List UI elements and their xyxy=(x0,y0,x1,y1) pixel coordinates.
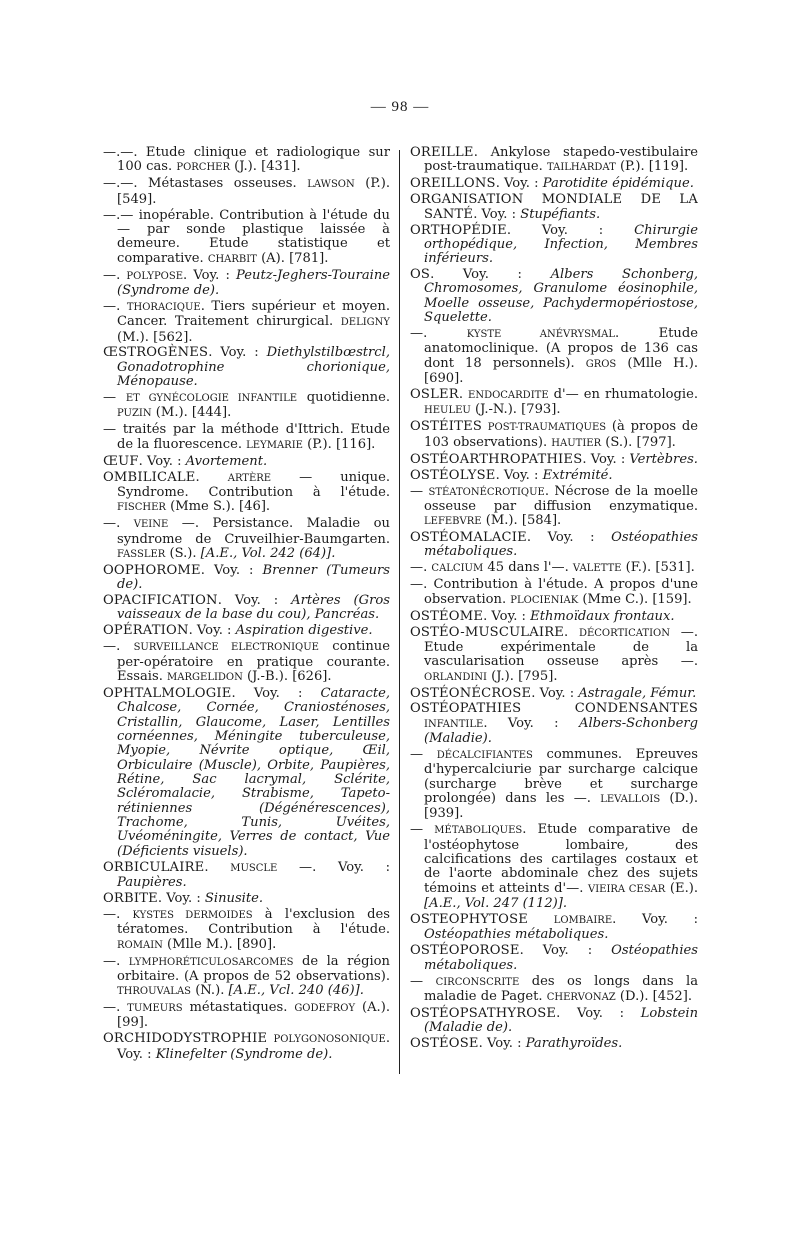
index-entry xyxy=(410,578,698,608)
entry-headword: OREILLONS xyxy=(410,176,496,192)
entry-cross-reference: Vertèbres. xyxy=(629,451,698,467)
entry-text: — xyxy=(103,390,126,406)
entry-smallcaps-term: GODEFROY xyxy=(294,1003,356,1015)
entry-smallcaps-term: CIRCONSCRITE xyxy=(435,976,520,988)
entry-cross-reference: Albers-Schonberg (Maladie). xyxy=(424,715,698,747)
entry-text: (Mme C.). [159]. xyxy=(578,591,692,607)
entry-text: —. xyxy=(103,298,127,314)
entry-cross-reference: Ostéopathies métaboliques. xyxy=(424,927,609,943)
entry-text: . Tiers supérieur et moyen. Cancer. Traitement chirurgical. xyxy=(117,298,390,330)
entry-smallcaps-term: ROMAIN xyxy=(117,939,163,951)
entry-text: 45 dans l'—. xyxy=(483,560,573,576)
entry-smallcaps-term: DÉCALCIFIANTES xyxy=(436,750,533,762)
column-divider xyxy=(399,150,400,1074)
entry-smallcaps-term: CHERVONAZ xyxy=(546,991,616,1003)
entry-text: . Voy. : xyxy=(157,890,205,906)
entry-cross-reference: Stupéfiants. xyxy=(520,206,601,222)
entry-text: —. xyxy=(410,560,432,576)
entry-text: . xyxy=(195,469,228,485)
entry-text: . Voy. : xyxy=(495,176,543,192)
entry-headword: ŒSTROGÈNES xyxy=(103,345,209,361)
entry-text: — xyxy=(410,822,435,838)
entry-text xyxy=(528,912,554,927)
entry-smallcaps-term: VEINE xyxy=(133,519,169,531)
entry-smallcaps-term: MÉTABOLIQUES xyxy=(434,825,523,837)
entry-headword: ORBICULAIRE xyxy=(103,859,205,875)
entry-headword: OSLER xyxy=(410,387,459,403)
entry-text: —. Contribution à l'étude. A propos d'une observation. xyxy=(410,577,698,607)
index-entry xyxy=(103,640,390,685)
entry-text: . Voy. : xyxy=(430,267,551,283)
entry-text: . Nécrose de la moelle osseuse par diffusion enzymatique. xyxy=(424,483,698,514)
entry-text: (P.). [549]. xyxy=(117,176,390,207)
index-entry xyxy=(410,823,698,911)
entry-headword: OMBILICALE xyxy=(103,469,196,485)
index-entry xyxy=(410,193,698,222)
entry-headword: OPHTALMOLOGIE xyxy=(103,685,232,701)
entry-text: —. xyxy=(103,1000,128,1016)
entry-text: — xyxy=(410,747,437,763)
right-column xyxy=(410,146,698,1053)
entry-text: (S.). xyxy=(165,545,201,561)
entry-smallcaps-term: KYSTE ANÉVRYSMAL xyxy=(466,329,616,341)
entry-headword: OREILLE xyxy=(410,145,474,160)
index-entry xyxy=(410,453,698,467)
entry-smallcaps-term: CHARBIT xyxy=(207,253,257,265)
entry-smallcaps-term: LEYMARIE xyxy=(246,439,303,451)
left-column xyxy=(103,146,390,1064)
index-entry xyxy=(103,624,390,638)
index-entry xyxy=(103,269,390,299)
entry-text: (J.-B.). [626]. xyxy=(242,669,332,684)
entry-text: (E.). xyxy=(665,880,699,896)
entry-text: . Voy. : xyxy=(200,562,263,578)
entry-text: . Voy. : xyxy=(519,943,612,959)
entry-smallcaps-term: FASSLER xyxy=(117,548,166,560)
entry-text: (J.). [431]. xyxy=(230,159,301,175)
entry-smallcaps-term: FISCHER xyxy=(117,502,166,514)
entry-smallcaps-term: ENDOCARDITE xyxy=(468,390,549,402)
entry-smallcaps-term: THROUVALAS xyxy=(117,986,192,998)
entry-smallcaps-term: LEVALLOIS xyxy=(600,794,661,806)
entry-text: — xyxy=(410,483,429,499)
entry-smallcaps-term: LEFEBVRE xyxy=(424,516,482,528)
index-entry xyxy=(103,300,390,345)
entry-headword: OSTÉITES xyxy=(410,419,483,435)
entry-smallcaps-term: INFANTILE xyxy=(424,718,484,730)
index-entry xyxy=(103,471,390,516)
entry-text: de la région orbitaire. (A propos de 52 observations). xyxy=(117,953,390,984)
entry-cross-reference: Diethylstilbœstrcl, Gonadotrophine chorionique, Ménopause. xyxy=(117,345,390,390)
entry-cross-reference: Extrémité. xyxy=(542,467,613,483)
entry-cross-reference: [A.E., Vcl. 240 (46)]. xyxy=(228,983,364,999)
entry-smallcaps-term: LOMBAIRE xyxy=(553,915,613,927)
entry-text: (M.). [444]. xyxy=(151,405,232,421)
entry-smallcaps-term: MUSCLE xyxy=(230,862,278,874)
index-entry xyxy=(410,687,698,701)
index-entry xyxy=(103,687,390,859)
entry-headword: OS xyxy=(410,267,431,283)
entry-smallcaps-term: HAUTIER xyxy=(551,437,602,449)
entry-text: —. xyxy=(103,267,127,283)
entry-cross-reference: Klinefelter (Syndrome de). xyxy=(155,1046,333,1062)
entry-text: (P.). [119]. xyxy=(615,159,689,175)
entry-smallcaps-term: HEULEU xyxy=(424,405,471,417)
entry-cross-reference: Lobstein (Maladie de). xyxy=(424,1005,698,1036)
entry-text: —. xyxy=(103,516,134,532)
entry-cross-reference: Cataracte, Chalcose, Cornée, Craniosténoses, Cristallin, Glaucome, Laser, Lentilles cornéennes, Méningite tuberculeuse, Myopie, Névrite optique, Œil, Orbiculaire (Muscle), Orbite, Paupières, Rétine, Sac lacrymal, Sclérite, Scléromalacie, Strabisme, Tapeto-rétiniennes (Dégénérescences), Trachome, Tunis, Uvéites, Uvéoméningite, Verres de contact, Vue (Déficients visuels). xyxy=(117,685,390,859)
entry-smallcaps-term: ARTÈRE xyxy=(227,472,272,484)
index-entry xyxy=(103,861,390,891)
entry-text: . Voy. : xyxy=(117,1031,390,1062)
index-entry xyxy=(410,224,698,267)
entry-text: des os longs dans la maladie de Paget. xyxy=(424,973,699,1004)
entry-smallcaps-term: GROS xyxy=(585,358,617,370)
entry-text: (M.). [584]. xyxy=(481,513,562,529)
index-entry xyxy=(103,892,390,906)
entry-headword: OPÉRATION xyxy=(103,623,189,639)
entry-text: . Voy. : xyxy=(612,912,698,928)
entry-text: . Etude comparative de l'ostéophytose lombaire, des calcifications des cartilages costaux et de l'aorte abdominale chez des sujets témoins et atteints d'—. xyxy=(424,822,698,896)
index-entry xyxy=(103,564,390,593)
entry-smallcaps-term: ORLANDINI xyxy=(424,671,488,683)
entry-cross-reference: Parathyroïdes. xyxy=(525,1036,623,1052)
entry-smallcaps-term: POLYGONOSONIQUE xyxy=(273,1034,386,1046)
entry-text: —. xyxy=(410,326,467,342)
entry-cross-reference: Parotidite épidémique. xyxy=(542,176,694,192)
index-entry xyxy=(103,517,390,562)
index-entry xyxy=(410,748,698,822)
entry-text: (Mlle H.). [690]. xyxy=(424,355,698,387)
index-entry xyxy=(103,908,390,953)
entry-headword: OSTÉONÉCROSE xyxy=(410,685,532,701)
index-entry xyxy=(103,346,390,389)
entry-cross-reference: Paupières. xyxy=(117,875,187,890)
entry-smallcaps-term: ET GYNÉCOLOGIE INFANTILE xyxy=(125,393,298,405)
entry-text: . Voy. : xyxy=(582,451,630,467)
entry-headword: OOPHOROME xyxy=(103,562,201,578)
entry-cross-reference: Brenner (Tumeurs de). xyxy=(117,562,390,593)
index-entry xyxy=(410,420,698,451)
entry-text: . xyxy=(458,387,469,403)
entry-text: . Voy. : xyxy=(217,593,292,609)
entry-cross-reference: Peutz-Jeghers-Touraine (Syndrome de). xyxy=(117,267,390,298)
entry-headword: OSTÉO-MUSCULAIRE xyxy=(410,624,565,640)
entry-text: —. xyxy=(103,953,129,969)
entry-text: . Voy. : xyxy=(478,1036,526,1052)
entry-text: . xyxy=(564,624,579,640)
entry-text: . Voy. : xyxy=(183,267,237,283)
entry-cross-reference: Ethmoïdaux frontaux. xyxy=(530,608,675,624)
index-entry xyxy=(410,177,698,191)
entry-headword: ŒUF xyxy=(103,453,139,469)
entry-smallcaps-term: TAILHARDAT xyxy=(547,162,616,174)
index-entry xyxy=(103,594,390,623)
entry-text: métastatiques. xyxy=(182,1000,295,1016)
entry-text: —. xyxy=(103,639,134,655)
index-entry xyxy=(410,626,698,685)
index-entry xyxy=(410,485,698,530)
entry-smallcaps-term: TUMEURS xyxy=(127,1003,183,1015)
index-entry xyxy=(410,1007,698,1036)
entry-headword: OSTÉOME xyxy=(410,608,484,624)
index-entry xyxy=(103,955,390,1000)
entry-smallcaps-term: CALCIUM xyxy=(431,563,484,575)
index-entry xyxy=(103,391,390,422)
index-entry xyxy=(103,1001,390,1031)
entry-cross-reference: Artères (Gros vaisseaux de la base du cou), Pancréas. xyxy=(117,593,390,623)
entry-text: d'— en rhumatologie. xyxy=(548,387,698,403)
index-entry xyxy=(410,913,698,943)
entry-text: . Voy. : xyxy=(506,222,635,238)
entry-text: —.—. Etude clinique et radiologique sur 100 cas. xyxy=(103,145,390,175)
entry-text: . Voy. : xyxy=(531,685,579,701)
index-entry xyxy=(103,423,390,453)
entry-text: . Voy. : xyxy=(495,467,543,483)
index-entry xyxy=(103,146,390,176)
entry-smallcaps-term: VIEIRA CESAR xyxy=(587,883,666,895)
entry-cross-reference: [A.E., Vol. 247 (112)]. xyxy=(424,896,568,912)
entry-smallcaps-term: THORACIQUE xyxy=(126,301,201,313)
entry-text: . Voy. : xyxy=(188,623,236,639)
entry-smallcaps-term: POLYPOSE xyxy=(126,270,184,282)
entry-cross-reference: Albers Schonberg, Chromosomes, Granulome éosinophile, Moelle osseuse, Pachydermopériostose, Squelette. xyxy=(424,267,698,326)
entry-text: communes. Epreuves d'hypercalciurie par surcharge calcique (surcharge brève et surcharge prolongée) dans les —. xyxy=(424,747,698,807)
index-entry xyxy=(410,702,698,746)
entry-text: (A.). [99]. xyxy=(117,1000,390,1031)
entry-text: . Voy. : xyxy=(231,685,321,701)
entry-smallcaps-term: LAWSON xyxy=(307,179,355,191)
entry-text: . Voy. : xyxy=(483,715,579,731)
index-entry xyxy=(103,455,390,469)
entry-cross-reference: Ostéopathies métaboliques. xyxy=(424,943,698,973)
entry-cross-reference: Astragale, Fémur. xyxy=(578,685,697,701)
entry-headword: ORBITE xyxy=(103,890,158,906)
entry-smallcaps-term: STÉATONÉCROTIQUE xyxy=(428,486,545,498)
entry-text: (D.). [452]. xyxy=(615,988,693,1004)
index-entry xyxy=(410,610,698,624)
entry-smallcaps-term: PORCHER xyxy=(176,162,231,174)
entry-text: . Voy. : xyxy=(556,1005,641,1021)
index-entry xyxy=(103,177,390,207)
entry-text: — unique. Syndrome. Contribution à l'étude. xyxy=(117,469,390,500)
entry-text: —. Etude expérimentale de la vascularisation osseuse après —. xyxy=(424,624,698,670)
entry-headword: OSTÉOARTHROPATHIES xyxy=(410,451,583,467)
entry-text: —. Voy. : xyxy=(277,859,390,875)
entry-headword: ORGANISATION MONDIALE DE LA SANTÉ xyxy=(410,192,698,222)
page-number: — 98 — xyxy=(370,99,430,115)
entry-headword: OSTÉOSE xyxy=(410,1036,479,1052)
entry-smallcaps-term: PUZIN xyxy=(117,408,152,420)
entry-text: (A). [781]. xyxy=(256,250,329,266)
index-entry xyxy=(410,1037,698,1051)
entry-text: . Voy. : xyxy=(483,608,531,624)
entry-text: . Etude anatomoclinique. (A propos de 136 cas dont 18 personnels). xyxy=(424,326,698,371)
entry-smallcaps-term: PLOCIENIAK xyxy=(510,594,579,606)
entry-text: continue per-opératoire en pratique courante. Essais. xyxy=(117,639,390,684)
entry-headword: ORCHIDODYSTROPHIE xyxy=(103,1031,268,1047)
entry-cross-reference: Sinusite. xyxy=(204,890,264,906)
entry-headword: OSTÉOPATHIES CONDENSANTES xyxy=(410,701,698,717)
entry-smallcaps-term: SURVEILLANCE ELECTRONIQUE xyxy=(133,642,319,654)
index-entry xyxy=(410,531,698,560)
entry-cross-reference: [A.E., Vol. 242 (64)]. xyxy=(200,545,336,561)
entry-smallcaps-term: VALETTE xyxy=(572,563,622,575)
entry-text: —.—. Métastases osseuses. xyxy=(103,176,308,192)
entry-smallcaps-term: POST-TRAUMATIQUES xyxy=(487,422,607,434)
entry-smallcaps-term: DÉCORTICATION xyxy=(578,627,670,639)
index-entry xyxy=(103,209,390,267)
entry-text: (S.). [797]. xyxy=(601,434,676,450)
entry-text: —.— inopérable. Contribution à l'étude du — par sonde plastique laissée à demeure. Etude statistique et comparative. xyxy=(103,207,390,266)
entry-text: (J.). [795]. xyxy=(487,668,558,684)
index-entry xyxy=(410,327,698,386)
entry-headword: OSTÉOPOROSE xyxy=(410,943,520,959)
entry-smallcaps-term: DELIGNY xyxy=(340,317,390,329)
index-entry xyxy=(410,469,698,483)
entry-text: — xyxy=(410,973,436,989)
entry-headword: OSTÉOPSATHYROSE xyxy=(410,1005,557,1021)
entry-headword: OSTÉOLYSE xyxy=(410,467,496,483)
entry-text: (à propos de 103 observations). xyxy=(424,419,698,450)
index-entry xyxy=(410,146,698,176)
entry-smallcaps-term: MARGELIDON xyxy=(167,672,243,683)
entry-text: — traités par la méthode d'Ittrich. Etude de la fluorescence. xyxy=(103,422,390,452)
entry-text: (M.). [562]. xyxy=(117,329,193,345)
index-entry xyxy=(103,1032,390,1062)
entry-cross-reference: Aspiration digestive. xyxy=(235,623,373,639)
entry-text: (N.). xyxy=(191,983,229,999)
index-entry xyxy=(410,268,698,325)
entry-smallcaps-term: LYMPHORÉTICULOSARCOMES xyxy=(128,956,294,968)
entry-text: quotidienne. xyxy=(297,390,390,406)
entry-text: (J.-N.). [793]. xyxy=(470,402,561,418)
entry-text: . Ankylose stapedo-vestibulaire post-traumatique. xyxy=(424,145,698,175)
entry-cross-reference: Ostéopathies métaboliques. xyxy=(424,530,698,560)
entry-cross-reference: Avortement. xyxy=(185,453,268,469)
entry-text: —. Persistance. Maladie ou syndrome de Cruveilhier-Baumgarten. xyxy=(117,516,390,547)
index-entry xyxy=(410,975,698,1006)
entry-headword: ORTHOPÉDIE xyxy=(410,222,507,238)
entry-text: à l'exclusion des tératomes. Contribution à l'étude. xyxy=(117,906,390,938)
entry-cross-reference: Chirurgie orthopédique, Infection, Membres inférieurs. xyxy=(424,222,698,267)
entry-text: —. xyxy=(103,906,133,922)
entry-text: . Voy. : xyxy=(208,345,267,361)
entry-text: . Voy. : xyxy=(473,206,521,222)
entry-headword: OSTEOPHYTOSE xyxy=(410,912,528,928)
entry-text: (D.). [939]. xyxy=(424,791,699,822)
entry-text: . Voy. : xyxy=(138,453,186,469)
entry-text: (Mlle M.). [890]. xyxy=(162,936,277,952)
index-entry xyxy=(410,944,698,973)
entry-text: (P.). [116]. xyxy=(302,436,376,452)
entry-headword: OPACIFICATION xyxy=(103,593,218,609)
entry-smallcaps-term: KYSTES DERMOIDES xyxy=(132,909,253,921)
index-entry xyxy=(410,561,698,576)
entry-text: . Voy. : xyxy=(526,530,612,546)
index-entry xyxy=(410,388,698,419)
entry-headword: OSTÉOMALACIE xyxy=(410,530,527,546)
entry-text: (Mme S.). [46]. xyxy=(165,499,271,515)
entry-text: (F.). [531]. xyxy=(621,560,695,576)
entry-text: . xyxy=(204,859,231,875)
